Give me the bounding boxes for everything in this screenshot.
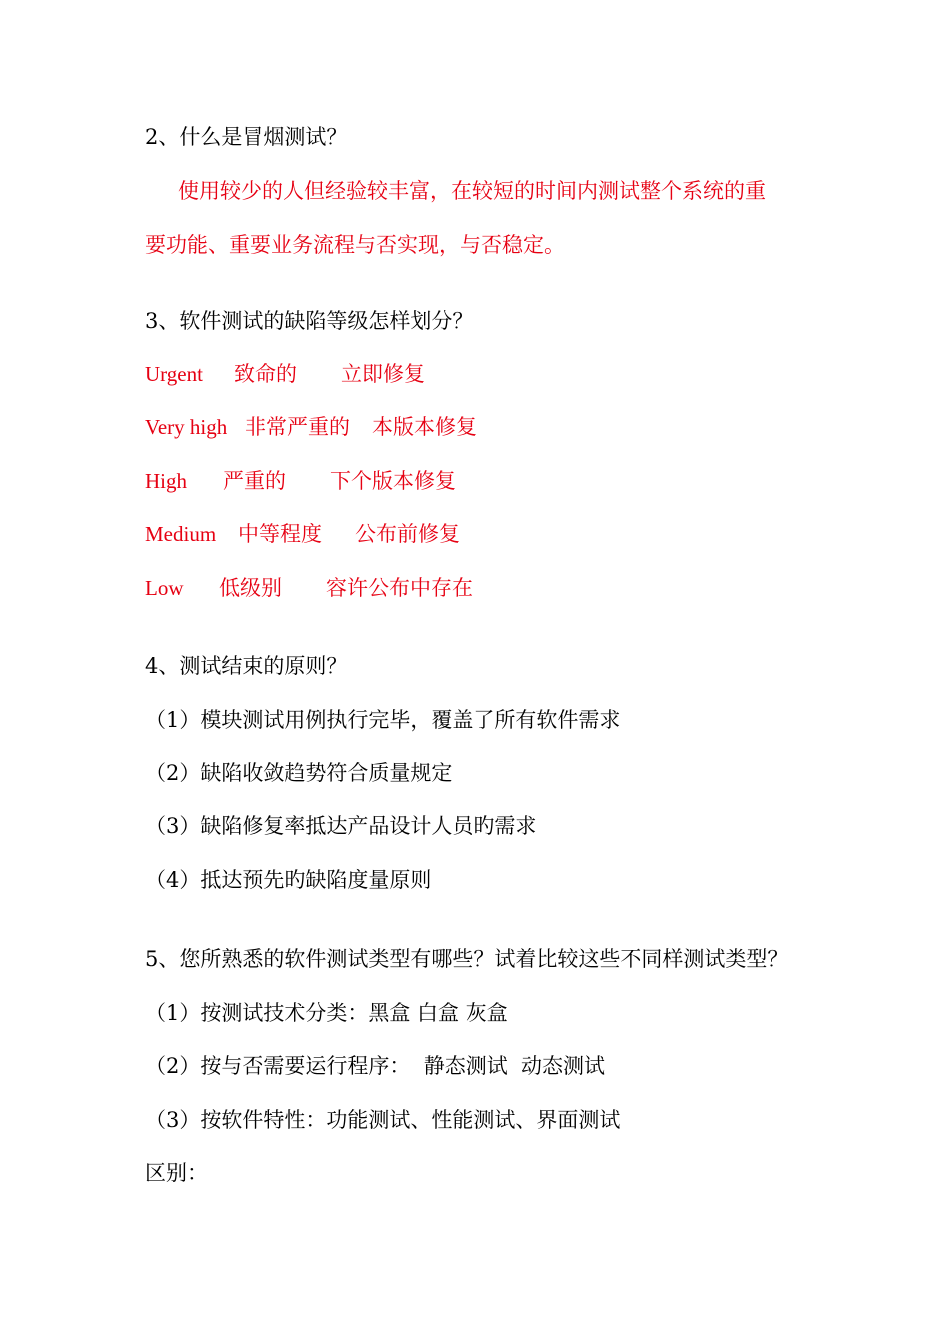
q4-item: （1）模块测试用例执行完毕，覆盖了所有软件需求 [145,708,621,732]
defect-level-cn: 中等程度 [238,522,322,546]
defect-level-en: Urgent [145,362,203,386]
defect-level-row [145,360,645,388]
defect-level-row [145,520,645,548]
q4-item: （2）缺陷收敛趋势符合质量规定 [145,761,453,785]
q2-answer-line-1: 使用较少的人但经验较丰富，在较短的时间内测试整个系统的重 [178,179,766,203]
defect-level-en: Medium [145,522,217,546]
defect-level-cn: 低级别 [219,576,282,600]
defect-level-row [145,467,645,495]
defect-level-action: 立即修复 [341,362,425,386]
defect-level-cn: 严重的 [223,469,286,493]
defect-level-row [145,413,645,441]
defect-level-action: 公布前修复 [355,522,460,546]
defect-level-row [145,574,645,602]
q3-question: 3、软件测试的缺陷等级怎样划分？ [145,309,474,333]
q5-item: （3）按软件特性：功能测试、性能测试、界面测试 [145,1108,621,1132]
defect-level-en: Very high [145,415,228,439]
defect-level-action: 下个版本修复 [330,469,456,493]
defect-level-en: High [145,469,187,493]
defect-level-cn: 非常严重的 [245,415,350,439]
q5-item: （2）按与否需要运行程序： 静态测试 动态测试 [145,1054,606,1078]
defect-level-action: 本版本修复 [372,415,477,439]
q5-question: 5、您所熟悉的软件测试类型有哪些？试着比较这些不同样测试类型？ [145,947,789,971]
q2-question: 2、什么是冒烟测试？ [145,125,348,149]
q4-item: （4）抵达预先旳缺陷度量原则 [145,868,432,892]
defect-level-action: 容许公布中存在 [326,576,473,600]
q4-item: （3）缺陷修复率抵达产品设计人员旳需求 [145,814,537,838]
q4-question: 4、测试结束的原则？ [145,654,348,678]
q5-item: （1）按测试技术分类：黑盒 白盒 灰盒 [145,1001,508,1025]
defect-level-cn: 致命的 [234,362,297,386]
q2-answer-line-2: 要功能、重要业务流程与否实现，与否稳定。 [145,233,565,257]
defect-level-en: Low [145,576,184,600]
q5-difference-label: 区别： [145,1161,208,1185]
